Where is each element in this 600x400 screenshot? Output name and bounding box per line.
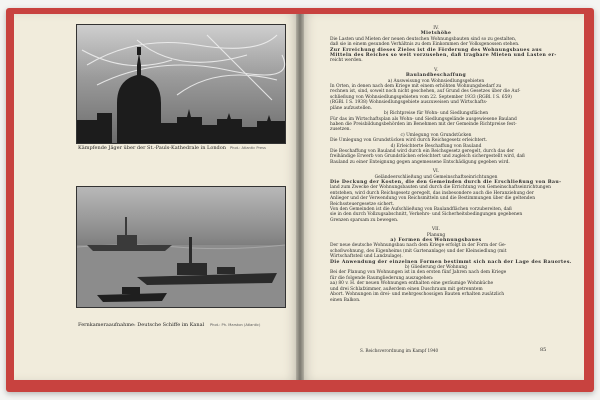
text-line: Abort. Wohnungen im drei- und mehrgeschossigen Bauten erhalten zusätzlich [330, 292, 505, 298]
text-line: a) Formen des Wohnungsbaues [390, 238, 482, 244]
text-line: Bauland zu einer Enteignung gegen angemessene Entschädigung gegeben wird. [330, 159, 510, 165]
text-line: Die Deckung der Kosten, die den Gemeinden durch die Erschließung von Bau- [330, 179, 562, 185]
text-line: Die Anwendung der einzelnen Formen bestimmt sich nach der Lage des Bauortes. [330, 259, 572, 265]
photo2-caption: Fernkameraaufnahme: Deutsche Schiffe im Kanal [78, 322, 205, 328]
text-line: Der neue deutsche Wohnungsbau nach dem Kriege erfolgt in der Form der Ge- [330, 243, 507, 249]
photo1-credit: Phot.: Atlantic Press [230, 146, 266, 150]
text-line: einen Balkon. [330, 297, 361, 303]
text-line: VI. [432, 169, 440, 175]
text-line: Geländeerschließung und Gemeinschaftseinrichtungen [374, 174, 498, 180]
text-line: rechnen ist, sind, soweit noch nicht geschehen, auf Grund des Gesetzes über die Auf- [330, 89, 521, 95]
text-line: freihändige Erwerb von Grundstücken erleichtert und zugleich sichergestellt wird, daß [330, 154, 525, 160]
text-line: V. [434, 67, 438, 73]
text-line: sie in den durch Vollzugsabschnitt, Verkehrs- und Sicherheitsbedingungen gegebenen [330, 212, 523, 218]
photo-ships-image [77, 187, 285, 307]
text-line: d) Erleichterte Beschaffung von Bauland [390, 143, 482, 149]
text-line: daß sie in einem gesunden Verhältnis zu dem Einkommen der Volksgenossen stehen. [330, 42, 520, 48]
text-line: land zum Zwecke der Wohnungsbauten und durch die Errichtung von Gemeinschaftseinrichtungen [330, 185, 551, 191]
text-line: (RGBl. I S. 1938) Wohnsiedlungsgebiete auszuweisen und Wirtschafts- [330, 100, 488, 106]
text-line: für die folgende Raumgliederung auszugehen: [330, 275, 434, 281]
photo-ships-channel [76, 186, 286, 308]
text-line: schoßwohnung, des Eigenheims (mit Gartenanlage) und der Kleinsiedlung (mit [330, 248, 507, 254]
text-line: Zur Erreichung dieses Zieles ist die Förderung des Wohnungsbaues aus [330, 47, 542, 53]
text-line: schließung von Wohnsiedlungsgebieten vom 22. September 1933 (RGBl. I S. 659) [330, 94, 512, 100]
text-line: Für das im Wirtschaftsplan als Wohn- und Siedlungsgelände ausgewiesene Bauland [330, 116, 517, 122]
text-line: VII. [431, 227, 441, 233]
book-spine [296, 14, 304, 380]
text-line: Von den Gemeinden ist die Aufschließung von Baulandflächen vorzubereiten, daß [330, 207, 512, 212]
text-line: haben die Preisbildungsbehörden im Benehmen mit der Gemeinde Richtpreise fest- [330, 121, 517, 127]
text-line: b) Richtpreise für Wohn- und Siedlungsflächen [383, 111, 489, 117]
text-line: Mietshöhe [420, 31, 452, 37]
text-line: In Orten, in denen nach dem Kriege mit einem erhöhten Wohnungsbedarf zu [330, 84, 502, 90]
text-line: aa) 80 v. H. der neuen Wohnungen enthalten eine geräumige Wohnküche [330, 281, 494, 287]
text-line: Grenzen sparsam zu bewegen. [330, 217, 399, 223]
text-line: Anlieger und der Verwendung von Reichsmitteln und die Bestimmungen über die geltenden [330, 196, 536, 202]
text-line: IV. [433, 26, 439, 31]
text-line: Mitteln des Reiches so weit vorzusehen, daß tragbare Mieten und Lasten er- [330, 53, 557, 59]
photo1-caption: Kämpfende Jäger über der St.-Pauls-Kathedrale in London [78, 145, 226, 151]
text-line: Bei der Planung von Wohnungen ist in den ersten fünf Jahren nach dem Kriege [330, 270, 507, 276]
page-footer: S. Reichsverordnung im Kampf 1940 [360, 348, 439, 353]
text-line: Planung [426, 232, 446, 238]
right-page-text [330, 26, 572, 303]
text-line: entstehen, wird durch Reichsgesetz geregelt, das insbesondere auch die Heranziehung der [330, 190, 534, 196]
photo2-credit: Phot.: Ph. Marston (Atlantic) [210, 323, 261, 327]
text-line: reicht werden. [330, 58, 363, 64]
text-line: a) Ausweisung von Wohnsiedlungsgebieten [387, 78, 485, 84]
text-line: c) Umlegung von Grundstücken [400, 132, 472, 138]
text-line: pläne aufzustellen. [330, 105, 373, 111]
text-line: Die Lasten und Mieten der neuen deutschen Wohnungsbauten sind so zu gestalten, [330, 36, 517, 42]
page-number: 85 [540, 347, 547, 353]
text-line: b) Gliederung der Wohnung [404, 265, 468, 271]
text-line: Reichssteuergesetze sichert. [330, 201, 395, 207]
text-line: Wirtschaftsteil und Landzulage). [330, 254, 403, 260]
text-line: und drei Schlafzimmer, außerdem einen Duschraum mit getrenntem [330, 286, 483, 292]
photo-st-pauls-image [77, 25, 285, 143]
text-line: Baulandbeschaffung [405, 73, 467, 79]
photo-st-pauls-cathedral [76, 24, 286, 144]
text-line: Die Beschaffung von Bauland wird durch ein Reichsgesetz geregelt, durch das der [330, 148, 515, 154]
text-line: Die Umlegung von Grundstücken wird durch Reichsgesetz erleichtert. [330, 138, 488, 144]
text-line: zusetzen. [330, 127, 351, 133]
